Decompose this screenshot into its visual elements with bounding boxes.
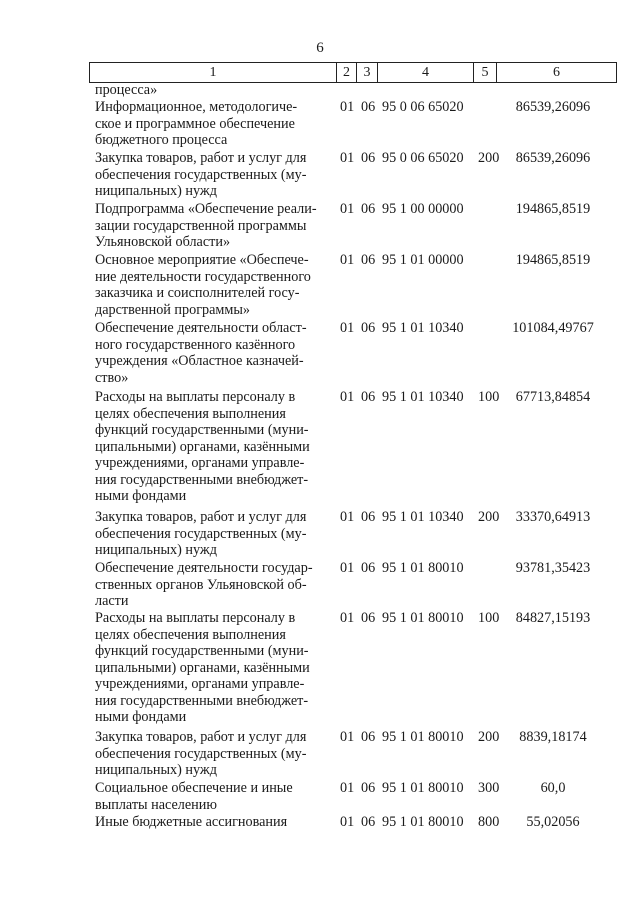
table-row [0, 82, 640, 99]
column-header-1: 1 [90, 63, 337, 83]
column-header-6: 6 [497, 63, 617, 83]
row-target-article: 95 0 06 65020 [382, 150, 464, 166]
table-row [0, 150, 640, 201]
table-row [0, 560, 640, 610]
row-amount: 33370,64913 [515, 509, 591, 525]
row-amount: 93781,35423 [515, 560, 591, 576]
row-name: процесса» [95, 82, 158, 98]
column-header-3: 3 [357, 63, 378, 83]
row-amount: 8839,18174 [519, 729, 587, 745]
table-row [0, 780, 640, 814]
row-section: 01 [340, 252, 355, 268]
row-name: Закупка товаров, работ и услуг для обеспечения государственных (му- ниципальных) нужд [95, 729, 307, 778]
row-target-article: 95 1 01 10340 [382, 320, 464, 336]
page-number: 6 [316, 40, 324, 56]
table-row [0, 610, 640, 729]
row-amount: 67713,84854 [515, 389, 591, 405]
column-header-4: 4 [378, 63, 474, 83]
row-subsection: 06 [361, 99, 376, 115]
row-target-article: 95 1 01 80010 [382, 780, 464, 796]
table-row [0, 509, 640, 560]
row-name: Закупка товаров, работ и услуг для обеспечения государственных (му- ниципальных) нужд [95, 150, 307, 199]
row-section: 01 [340, 320, 355, 336]
table-row [0, 320, 640, 389]
row-amount: 60,0 [540, 780, 566, 796]
row-amount: 86539,26096 [515, 99, 591, 115]
row-target-article: 95 1 01 80010 [382, 610, 464, 626]
row-section: 01 [340, 610, 355, 626]
row-amount: 194865,8519 [515, 201, 591, 217]
row-name: Обеспечение деятельности государ- ственных органов Ульяновской об- ласти [95, 560, 313, 609]
row-subsection: 06 [361, 610, 376, 626]
row-section: 01 [340, 729, 355, 745]
row-name: Подпрограмма «Обеспечение реали- зации государственной программы Ульяновской области» [95, 201, 317, 250]
row-subsection: 06 [361, 252, 376, 268]
row-expense-type: 200 [478, 509, 500, 525]
row-expense-type: 800 [478, 814, 500, 830]
row-target-article: 95 1 01 80010 [382, 814, 464, 830]
row-name: Иные бюджетные ассигнования [95, 814, 288, 830]
row-name: Основное мероприятие «Обеспече- ние деятельности государственного заказчика и соисполнителей госу- дарственной программы» [95, 252, 311, 318]
row-target-article: 95 1 00 00000 [382, 201, 464, 217]
table-row [0, 99, 640, 150]
row-subsection: 06 [361, 729, 376, 745]
column-header-5: 5 [474, 63, 497, 83]
row-section: 01 [340, 509, 355, 525]
row-target-article: 95 1 01 80010 [382, 560, 464, 576]
row-name: Социальное обеспечение и иные выплаты населению [95, 780, 293, 813]
row-name: Расходы на выплаты персоналу в целях обеспечения выполнения функций государственными (муни- ципальными) органами, казёнными учреждениями, органами управле- ния государственными внебюджет- ными фондами [95, 389, 310, 504]
row-expense-type: 300 [478, 780, 500, 796]
row-name: Информационное, методологиче- ское и программное обеспечение бюджетного процесса [95, 99, 298, 148]
row-section: 01 [340, 780, 355, 796]
row-expense-type: 100 [478, 389, 500, 405]
row-expense-type: 100 [478, 610, 500, 626]
row-section: 01 [340, 99, 355, 115]
row-expense-type: 200 [478, 150, 500, 166]
row-subsection: 06 [361, 389, 376, 405]
row-subsection: 06 [361, 201, 376, 217]
table-row [0, 252, 640, 320]
budget-rows [0, 82, 640, 831]
table-row [0, 729, 640, 780]
row-name: Обеспечение деятельности област- ного государственного казённого учреждения «Областное казначей- ство» [95, 320, 307, 386]
row-expense-type: 200 [478, 729, 500, 745]
column-header-2: 2 [337, 63, 357, 83]
row-section: 01 [340, 814, 355, 830]
row-amount: 194865,8519 [515, 252, 591, 268]
table-row [0, 201, 640, 252]
row-target-article: 95 1 01 10340 [382, 509, 464, 525]
row-subsection: 06 [361, 320, 376, 336]
row-subsection: 06 [361, 560, 376, 576]
row-target-article: 95 1 01 10340 [382, 389, 464, 405]
row-target-article: 95 1 01 00000 [382, 252, 464, 268]
row-section: 01 [340, 201, 355, 217]
row-section: 01 [340, 560, 355, 576]
row-name: Расходы на выплаты персоналу в целях обеспечения выполнения функций государственными (муни- ципальными) органами, казёнными учреждениями, органами управле- ния государственными внебюджет- ными фондами [95, 610, 310, 725]
row-amount: 101084,49767 [512, 320, 594, 336]
row-amount: 55,02056 [526, 814, 580, 830]
column-header-table [89, 62, 617, 83]
row-subsection: 06 [361, 814, 376, 830]
row-subsection: 06 [361, 509, 376, 525]
row-name: Закупка товаров, работ и услуг для обеспечения государственных (му- ниципальных) нужд [95, 509, 307, 558]
row-amount: 86539,26096 [515, 150, 591, 166]
row-amount: 84827,15193 [515, 610, 591, 626]
row-subsection: 06 [361, 150, 376, 166]
row-target-article: 95 1 01 80010 [382, 729, 464, 745]
column-header-row [90, 63, 617, 83]
table-row [0, 389, 640, 509]
row-target-article: 95 0 06 65020 [382, 99, 464, 115]
row-subsection: 06 [361, 780, 376, 796]
row-section: 01 [340, 389, 355, 405]
table-row [0, 814, 640, 831]
row-section: 01 [340, 150, 355, 166]
